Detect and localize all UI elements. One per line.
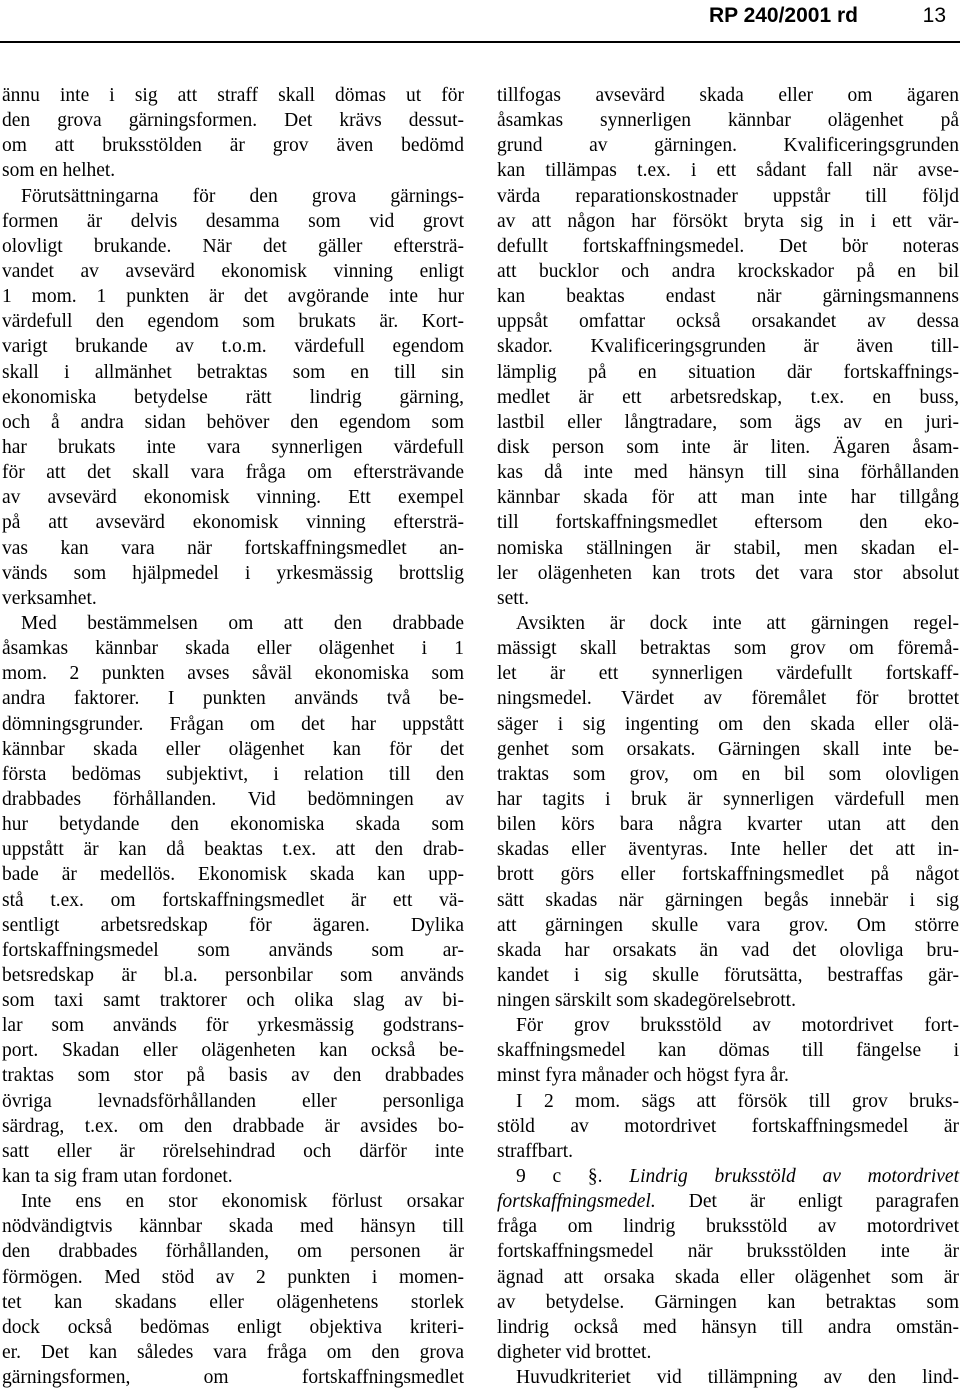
text-line-tail: Det är enligt paragrafen [655,1191,959,1213]
text-line: kan ta sig fram utan fordonet. [2,1166,233,1188]
text-line: som en helhet. [2,160,116,182]
text-line: traktas som grov, om en bil som olovligen [497,763,959,785]
text-line-lead: 9 c §. [516,1166,630,1188]
left-text-column [2,83,464,1390]
text-line: skall i allmänhet betraktas som en till sin [2,361,464,383]
text-line: I 2 mom. sägs att försök till grov bruks- [516,1090,959,1112]
text-line: åsamkas kännbar skada eller olägenhet i 1 [2,638,464,660]
text-line: ännu inte i sig att straff skall dömas ut för [2,85,464,106]
text-line: kan tillämpas t.ex. i ett sådant fall när avse- [497,160,959,182]
text-line: fortskaffningsmedel när bruksstölden inte är [497,1241,959,1263]
text-line: Förutsättningarna för den grova gärnings- [21,185,464,207]
text-line [497,1189,959,1214]
text-line: fortskaffningsmedel som används som ar- [2,939,464,961]
text-line: grund av gärningen. Kvalificeringsgrunden [497,135,959,157]
text-line: vandet av avsevärd ekonomisk vinning enligt [2,260,464,282]
text-line: har brukats inte vara synnerligen värdefull [2,436,464,458]
text-line: betsredskap är bl.a. personbilar som används [2,964,464,986]
text-line: genhet som orsakats. Gärningen skall inte be- [497,738,959,760]
text-line: värda reparationskostnader uppstår till följd [497,185,959,207]
text-line: port. Skadan eller olägenheten kan också be- [2,1040,464,1062]
section-heading-italic: Lindrig bruksstöld av motordrivet [629,1166,959,1188]
document-title: RP 240/2001 rd [708,4,858,27]
text-line: och å andra sidan behöver den egendom som [2,411,464,433]
text-line: sett. [497,587,529,609]
text-line: brott görs eller fortskaffningsmedlet på något [497,864,959,886]
text-line: på att avsevärd ekonomisk vinning eftersträ- [2,512,464,534]
text-line: skadas eller äventyras. Inte heller det att in- [497,839,959,861]
text-line: uppsåt omfattar också orsakandet av dessa [497,311,959,333]
text-line: kan beaktas endast när gärningsmannens [497,286,959,308]
text-line [497,1164,959,1189]
text-line: uppstått är kan då beaktas t.ex. att den drab- [2,839,464,861]
text-line: lar som används för yrkesmässig godstrans- [2,1015,464,1037]
text-line: tet kan skadans eller olägenhetens storlek [2,1291,464,1313]
text-line: som taxi samt traktorer och olika slag av bi- [2,990,464,1012]
text-line: digheter vid brottet. [497,1342,652,1364]
text-line: lindrig också med hänsyn till andra omstän- [497,1316,959,1338]
text-line: Inte ens en stor ekonomisk förlust orsakar [21,1191,464,1213]
text-line: mom. 2 punkten avses såväl ekonomiska som [2,663,464,685]
text-line: säger i sig ingenting om den skada eller olä- [497,713,959,735]
text-line: sätt skadas när gärningen begås innebär i sig [497,889,959,911]
text-line: medlet är ett arbetsredskap, t.ex. en buss, [497,386,959,408]
text-line: minst fyra månader och högst fyra år. [497,1065,789,1087]
text-line: fråga om lindrig bruksstöld av motordrivet [497,1216,959,1238]
text-line: vänds som hjälpmedel i yrkesmässig brottslig [2,562,464,584]
text-line: traktas som stor på basis av den drabbades [2,1065,464,1087]
text-line: övriga levnadsförhållanden eller personliga [2,1090,464,1112]
text-line: straffbart. [497,1140,573,1162]
text-line: den grova gärningsformen. Det krävs dessut- [2,110,464,132]
text-line: skaffningsmedel kan dömas till fängelse i [497,1040,959,1062]
text-line: kännbar skada för att man inte har tillgång [497,487,959,509]
text-line: att bucklor och andra krockskador på en bil [497,260,959,282]
text-line: formen är delvis desamma som vid grovt [2,210,464,232]
text-line: er. Det kan således vara fråga om den grova [2,1342,464,1364]
text-line: Med bestämmelsen om att den drabbade [21,612,464,634]
text-line: skador. Kvalificeringsgrunden är även till- [497,336,959,358]
text-line: för att det skall vara fråga om eftersträvande [2,462,464,484]
text-line: varigt brukande av t.o.m. värdefull egendom [2,336,464,358]
text-line: För grov bruksstöld av motordrivet fort- [516,1015,959,1037]
text-line: har tagits i bruk är synnerligen värdefull men [497,788,959,810]
text-line: Avsikten är dock inte att gärningen regel- [516,612,959,634]
text-line: disk person som inte är liten. Ägaren åsam- [497,436,959,458]
text-line: stå t.ex. om fortskaffningsmedlet är ett vä- [2,889,464,911]
text-line: ler olägenheten kan trots det vara stor absolut [497,562,959,584]
page-number: 13 [922,4,946,27]
text-line: andra faktorer. I punkten används två be- [2,688,464,710]
text-line: gärningsformen, om fortskaffningsmedlet [2,1367,464,1389]
text-line: satt eller är rörelsehindrad och därför inte [2,1140,464,1162]
text-line: verksamhet. [2,587,97,609]
text-line: av att någon har försökt bryta sig in i ett vär- [497,210,959,232]
text-line: förmögen. Med stöd av 2 punkten i momen- [2,1266,464,1288]
text-line: den drabbades förhållanden, om personen är [2,1241,464,1263]
text-line: tillfogas avsevärd skada eller om ägaren [497,85,959,106]
text-line: 1 mom. 1 punkten är det avgörande inte hur [2,286,464,308]
page-header [0,0,960,42]
text-line: lastbil eller långtradare, som ägs av en juri- [497,411,959,433]
text-line: dömningsgrunder. Frågan om det har uppstått [2,713,464,735]
text-line: ekonomiska betydelse rätt lindrig gärning, [2,386,464,408]
text-line: till fortskaffningsmedlet eftersom den eko- [497,512,959,534]
text-line: kännbar skada eller olägenhet kan för det [2,738,464,760]
text-line: värdefull den egendom som brukats är. Kort- [2,311,464,333]
text-line: mässigt skall betraktas som grov om föremå- [497,638,959,660]
text-line: särdrag, t.ex. om den drabbade är avsides bo- [2,1115,464,1137]
text-line: ägnad att orsaka skada eller olägenhet som är [497,1266,959,1288]
text-line: lämplig på en situation där fortskaffnings- [497,361,959,383]
text-line: Huvudkriteriet vid tillämpning av den lind- [516,1367,959,1389]
text-line: att gärningen skulle vara grov. Om större [497,914,959,936]
text-line: let är ett synnerligen värdefullt fortskaff- [497,663,959,685]
text-line: om att bruksstölden är grov även bedömd [2,135,464,157]
text-line: defullt fortskaffningsmedel. Det bör noteras [497,235,959,257]
text-line: hur betydande den ekonomiska skada som [2,814,464,836]
text-line: av betydelse. Gärningen kan betraktas som [497,1291,959,1313]
text-line: nödvändigtvis kännbar skada med hänsyn till [2,1216,464,1238]
section-heading-italic: fortskaffningsmedel. [497,1191,656,1213]
text-line: sentligt arbetsredskap för ägaren. Dylika [2,914,464,936]
text-line: stöld av motordrivet fortskaffningsmedel är [497,1115,959,1137]
text-line: åsamkas synnerligen kännbar olägenhet på [497,110,959,132]
text-line: ningen särskilt som skadegörelsebrott. [497,990,796,1012]
header-divider [0,41,960,43]
text-line: kandet i sig skulle förutsätta, bestraffas gär- [497,964,959,986]
text-line: första bedömas subjektivt, i relation till den [2,763,464,785]
text-line: kas då inte med hänsyn till sina förhållanden [497,462,959,484]
text-line: drabbades förhållanden. Vid bedömningen av [2,788,464,810]
right-text-column [497,83,959,1390]
text-line: ningsmedel. Värdet av föremålet för brottet [497,688,959,710]
text-line: skada har orsakats än vad det olovliga bru- [497,939,959,961]
text-line: olovligt brukande. När det gäller eftersträ- [2,235,464,257]
text-line: bilen körs bara några kvarter utan att den [497,814,959,836]
text-line: bade är medellös. Ekonomisk skada kan upp- [2,864,464,886]
text-line: vas kan vara när fortskaffningsmedlet an- [2,537,464,559]
text-line: dock också bedömas enligt objektiva kriteri- [2,1316,464,1338]
text-line: av avsevärd ekonomisk vinning. Ett exempel [2,487,464,509]
text-line: nomiska ställningen är stabil, men skadan el- [497,537,959,559]
